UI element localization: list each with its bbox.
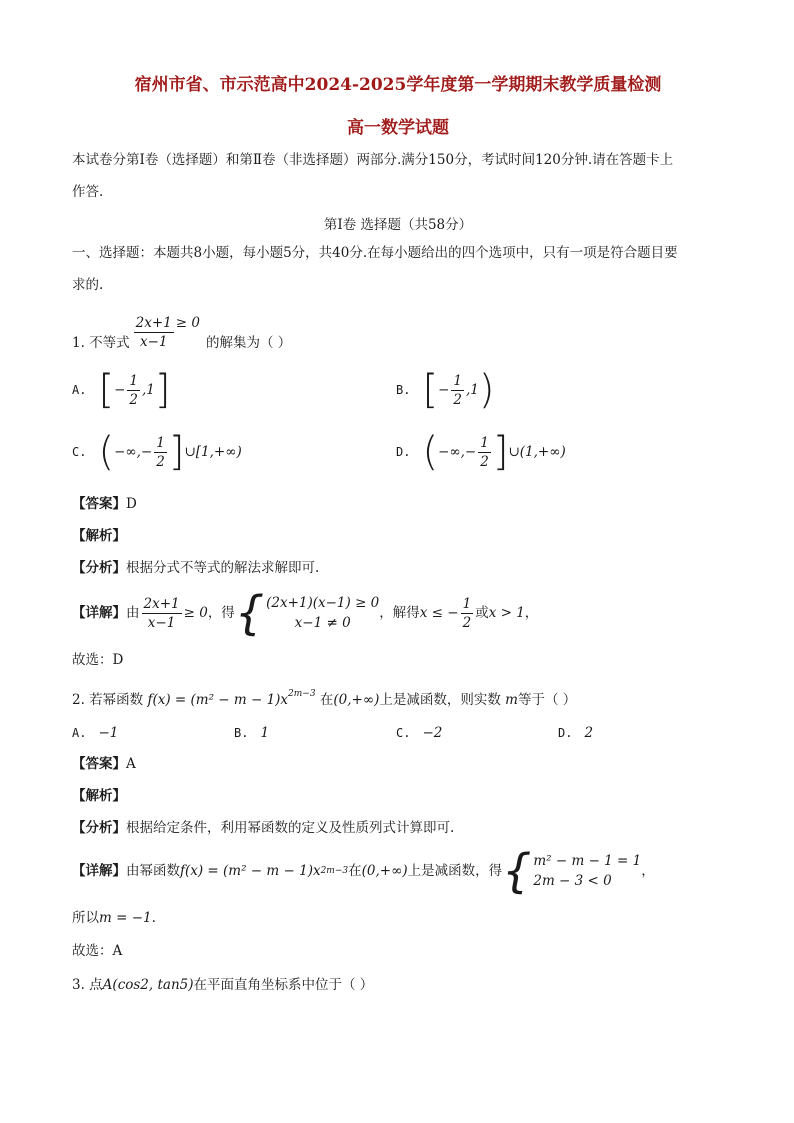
q1-fraction: [134, 314, 174, 351]
frac-den: 2: [129, 391, 138, 408]
q2-prefix: 2. 若幂函数: [72, 692, 144, 708]
detail-exponent: 2m−3: [320, 866, 349, 876]
brace-icon: {: [502, 844, 532, 898]
answer-tag: 【答案】: [72, 496, 126, 512]
question-1: [72, 311, 291, 353]
system-row-1: m² − m − 1 = 1: [533, 853, 642, 869]
detail-relation: ≥ 0: [183, 605, 208, 621]
intro-line-2: 作答.: [72, 184, 104, 200]
q2-suffix: 上是减函数，则实数: [379, 692, 501, 708]
detail-fraction: [142, 595, 182, 632]
q2-option-b[interactable]: [234, 723, 269, 743]
q1-option-b[interactable]: [396, 367, 495, 413]
bracket-left: (: [98, 429, 115, 475]
q2-option-a[interactable]: [72, 723, 118, 743]
q2-detail: [72, 844, 655, 898]
analysis-tag: 【分析】: [72, 560, 126, 576]
so-value: m = −1: [99, 910, 152, 926]
detail-solution-fraction: [461, 595, 474, 632]
detail-function: f(x) = (m² − m − 1)x: [180, 863, 321, 879]
q2-so: [72, 908, 156, 928]
bracket-right: ]: [492, 429, 509, 475]
q3-suffix: 在平面直角坐标系中位于（ ）: [193, 977, 374, 993]
detail-post: ，解得: [379, 605, 420, 621]
system-row-1: (2x+1)(x−1) ≥ 0: [266, 595, 380, 611]
q2-function: f(x) = (m² − m − 1)x: [147, 692, 289, 708]
q2-interval: (0,+∞): [333, 692, 380, 708]
q1-suffix: 的解集为（ ）: [205, 335, 292, 351]
system-rows: [533, 851, 641, 891]
frac-den: 2: [462, 614, 472, 631]
option-value: 1: [260, 725, 270, 741]
option-fraction: [451, 372, 464, 409]
option-pre: −∞,−: [114, 444, 153, 460]
detail-end: ，: [641, 863, 655, 879]
option-tail: ∪(1,+∞): [508, 444, 566, 460]
q1-answer: [72, 494, 137, 514]
answer-tag: 【答案】: [72, 756, 126, 772]
so-pre: 所以: [72, 910, 99, 926]
part-instructions-line-2: 求的.: [72, 277, 104, 293]
q2-conclusion: 故选：A: [72, 943, 123, 959]
option-label: D.: [396, 445, 411, 459]
detail-end: ，: [524, 605, 539, 621]
q1-option-d[interactable]: [396, 429, 566, 475]
bracket-right: ): [478, 367, 495, 413]
q1-frac-den: x−1: [139, 333, 168, 350]
detail-solution-post: x > 1: [488, 605, 525, 621]
detail-solution-pre: x ≤ −: [419, 605, 459, 621]
detail-mid: 上是减函数，得: [407, 863, 503, 879]
q1-prefix: 1. 不等式: [72, 335, 130, 351]
q3-prefix: 3. 点: [72, 977, 103, 993]
part-instructions-line-1: 一、选择题：本题共8小题，每小题5分，共40分.在每小题给出的四个选项中，只有一项是符合题目要: [72, 245, 678, 261]
option-tail: ∪[1,+∞): [184, 444, 242, 460]
brace-icon: {: [234, 586, 265, 640]
question-2: [72, 684, 576, 710]
option-value: −2: [422, 725, 443, 741]
frac-num: 1: [156, 434, 165, 451]
answer-value: D: [126, 496, 137, 512]
q1-analysis: [72, 558, 319, 578]
answer-value: A: [126, 756, 136, 772]
frac-num: 1: [462, 595, 472, 612]
q1-frac-num: 2x+1: [135, 314, 172, 331]
q1-option-c[interactable]: [72, 429, 242, 475]
option-label: B.: [396, 383, 411, 397]
detail-mid: ，得: [207, 605, 235, 621]
so-end: .: [151, 910, 156, 926]
option-label: D.: [558, 726, 573, 740]
intro-line-1: 本试卷分第Ⅰ卷（选择题）和第Ⅱ卷（非选择题）两部分.满分150分，考试时间120分钟.请在答题卡上: [72, 152, 674, 168]
q1-detail: [72, 586, 539, 640]
q1-jiexi-tag: 【解析】: [72, 528, 126, 544]
document-title: 宿州市省、市示范高中2024-2025学年度第一学期期末教学质量检测: [134, 75, 662, 95]
q2-exponent: 2m−3: [288, 689, 316, 699]
bracket-left: [: [422, 367, 439, 413]
option-pre: −∞,−: [438, 444, 477, 460]
option-post: ,1: [465, 382, 479, 398]
analysis-text: 根据分式不等式的解法求解即可.: [126, 560, 320, 576]
system-rows: [266, 593, 379, 633]
option-post: ,1: [141, 382, 155, 398]
analysis-tag: 【分析】: [72, 820, 126, 836]
q2-analysis: [72, 818, 454, 838]
q3-point: A(cos2, tan5): [102, 977, 194, 993]
q2-option-d[interactable]: [558, 723, 593, 743]
q1-conclusion: 故选：D: [72, 652, 124, 668]
question-3: [72, 975, 373, 995]
detail-tag: 【详解】: [72, 605, 126, 621]
q2-mid: 在: [319, 692, 334, 708]
detail-pre: 由: [126, 605, 140, 621]
q2-answer: [72, 754, 136, 774]
option-value: 2: [584, 725, 594, 741]
q2-option-c[interactable]: [396, 723, 442, 743]
option-label: A.: [72, 383, 87, 397]
bracket-left: (: [422, 429, 439, 475]
option-label: C.: [72, 445, 87, 459]
document-subtitle: 高一数学试题: [347, 118, 449, 138]
frac-num: 1: [453, 372, 462, 389]
frac-num: 1: [480, 434, 489, 451]
frac-den: 2: [156, 453, 165, 470]
bracket-right: ]: [168, 429, 185, 475]
system-row-2: 2m − 3 < 0: [533, 873, 612, 889]
system-row-2: x−1 ≠ 0: [294, 615, 351, 631]
frac-den: 2: [480, 453, 489, 470]
frac-den: x−1: [147, 614, 176, 631]
option-fraction: [154, 434, 167, 471]
analysis-text: 根据给定条件，利用幂函数的定义及性质列式计算即可.: [126, 820, 455, 836]
detail-system: [234, 586, 380, 640]
detail-solution-mid: 或: [475, 605, 489, 621]
option-pre: −: [438, 382, 450, 398]
option-fraction: [478, 434, 491, 471]
option-value: −1: [98, 725, 119, 741]
detail-interval: (0,+∞): [361, 863, 408, 879]
q1-relation: ≥ 0: [175, 315, 200, 331]
detail-pre: 由幂函数: [126, 863, 180, 879]
section-heading: 第Ⅰ卷 选择题（共58分）: [323, 217, 473, 233]
document-page: [72, 0, 724, 1123]
detail-tag: 【详解】: [72, 863, 126, 879]
option-label: C.: [396, 726, 411, 740]
frac-den: 2: [453, 391, 462, 408]
option-pre: −: [114, 382, 126, 398]
detail-in: 在: [348, 863, 362, 879]
q2-jiexi-tag: 【解析】: [72, 788, 126, 804]
bracket-left: [: [98, 367, 115, 413]
frac-num: 2x+1: [143, 595, 180, 612]
option-label: A.: [72, 726, 87, 740]
option-fraction: [127, 372, 140, 409]
option-label: B.: [234, 726, 249, 740]
q1-option-a[interactable]: [72, 367, 171, 413]
frac-num: 1: [129, 372, 138, 389]
q2-var: m: [505, 692, 518, 708]
bracket-right: ]: [154, 367, 171, 413]
q2-end: 等于（ ）: [517, 692, 577, 708]
detail-system: [502, 844, 642, 898]
